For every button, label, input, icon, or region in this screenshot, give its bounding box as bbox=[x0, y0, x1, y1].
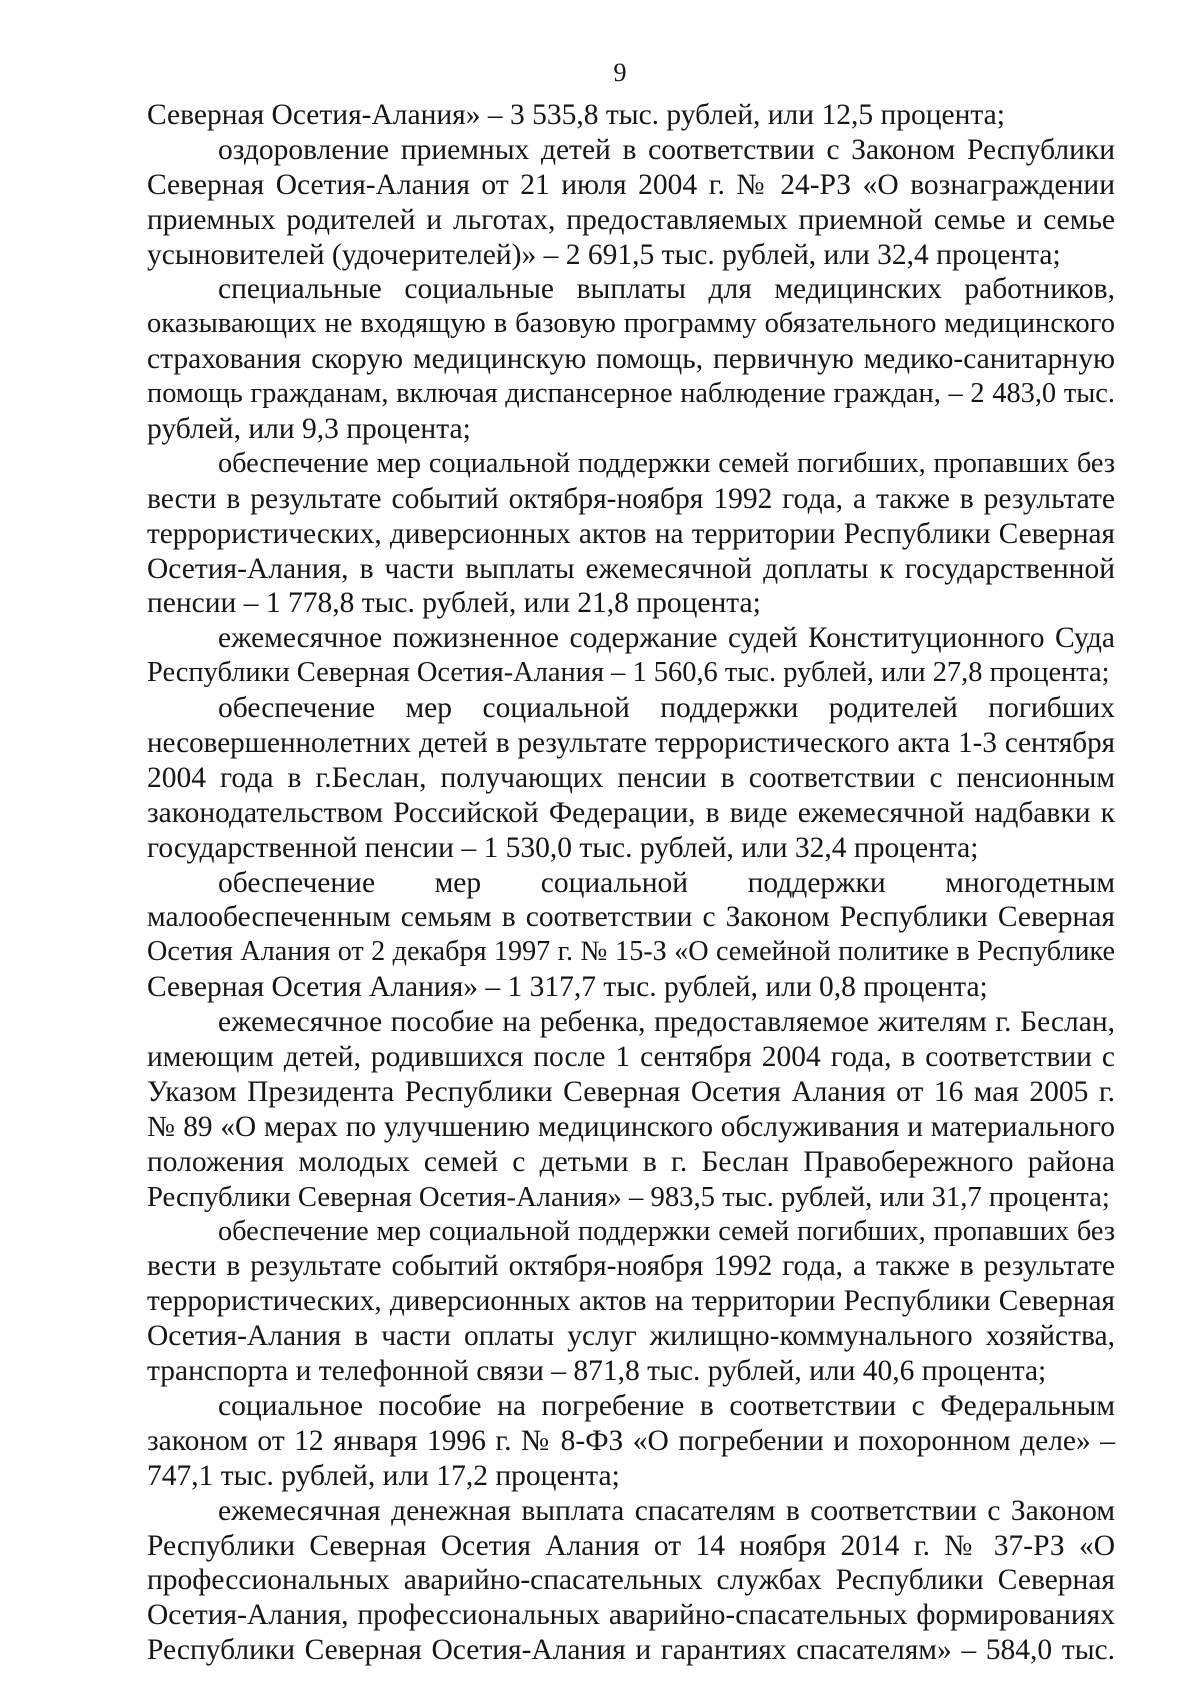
text-line: оказывающих не входящую в базовую программу обязательного медицинского bbox=[147, 308, 1115, 340]
text-line: Осетия-Алания, в части выплаты ежемесячной доплаты к государственной bbox=[147, 552, 1115, 585]
text-line: несовершеннолетних детей в результате террористического акта 1-3 сентября bbox=[147, 727, 1115, 760]
text-line: малообеспеченным семьям в соответствии с Законом Республики Северная bbox=[147, 901, 1115, 934]
text-line: Республики Северная Осетия-Алания и гарантиях спасателям» – 584,0 тыс. bbox=[147, 1634, 1115, 1667]
text-line: Осетия Алания от 2 декабря 1997 г. № 15-З «О семейной политике в Республике bbox=[147, 936, 1115, 968]
text-line: Северная Осетия-Алания» – 3 535,8 тыс. рублей, или 12,5 процента; bbox=[147, 99, 1005, 131]
text-line: обеспечение мер социальной поддержки родителей погибших bbox=[218, 692, 1115, 725]
text-line: обеспечение мер социальной поддержки семей погибших, пропавших без bbox=[218, 447, 1115, 479]
text-line: Республики Северная Осетия Алания от 14 ноября 2014 г. № 37-РЗ «О bbox=[147, 1529, 1115, 1562]
document-body bbox=[147, 98, 1115, 1668]
text-line: вести в результате событий октября-ноября 1992 года, а также в результате bbox=[147, 1250, 1115, 1283]
text-line: рублей, или 9,3 процента; bbox=[147, 413, 471, 446]
text-line: 747,1 тыс. рублей, или 17,2 процента; bbox=[147, 1459, 620, 1492]
text-line: Осетия-Алания, профессиональных аварийно-спасательных формированиях bbox=[147, 1599, 1115, 1632]
text-line: оздоровление приемных детей в соответствии с Законом Республики bbox=[218, 133, 1115, 166]
text-line: имеющим детей, родившихся после 1 сентября 2004 года, в соответствии с bbox=[147, 1041, 1115, 1074]
text-line: обеспечение мер социальной поддержки семей погибших, пропавших без bbox=[218, 1215, 1115, 1247]
text-line: страхования скорую медицинскую помощь, первичную медико-санитарную bbox=[147, 343, 1115, 376]
text-line: пенсии – 1 778,8 тыс. рублей, или 21,8 процента; bbox=[147, 587, 761, 620]
text-line: приемных родителей и льготах, предоставляемых приемной семье и семье bbox=[147, 203, 1115, 236]
text-line: Указом Президента Республики Северная Осетия Алания от 16 мая 2005 г. bbox=[147, 1075, 1115, 1108]
text-line: вести в результате событий октября-ноября 1992 года, а также в результате bbox=[147, 482, 1115, 515]
text-line: террористических, диверсионных актов на территории Республики Северная bbox=[147, 1285, 1115, 1318]
text-line: усыновителей (удочерителей)» – 2 691,5 тыс. рублей, или 32,4 процента; bbox=[147, 238, 1061, 271]
text-line: Осетия-Алания в части оплаты услуг жилищно-коммунального хозяйства, bbox=[147, 1320, 1115, 1353]
text-line: Северная Осетия Алания» – 1 317,7 тыс. рублей, или 0,8 процента; bbox=[147, 971, 988, 1004]
text-line: законодательством Российской Федерации, в виде ежемесячной надбавки к bbox=[147, 796, 1115, 829]
text-line: террористических, диверсионных актов на территории Республики Северная bbox=[147, 517, 1115, 550]
text-line: законом от 12 января 1996 г. № 8-ФЗ «О погребении и похоронном деле» – bbox=[147, 1424, 1115, 1457]
text-line: ежемесячное пожизненное содержание судей Конституционного Суда bbox=[218, 622, 1115, 655]
text-line: ежемесячное пособие на ребенка, предоставляемое жителям г. Беслан, bbox=[218, 1006, 1115, 1039]
text-line: положения молодых семей с детьми в г. Беслан Правобережного района bbox=[147, 1145, 1115, 1178]
text-line: Республики Северная Осетия-Алания» – 983,5 тыс. рублей, или 31,7 процента; bbox=[147, 1180, 1110, 1213]
text-line: Северная Осетия-Алания от 21 июля 2004 г. № 24-РЗ «О вознаграждении bbox=[147, 168, 1115, 201]
text-line: 2004 года в г.Беслан, получающих пенсии в соответствии с пенсионным bbox=[147, 761, 1115, 794]
text-line: профессиональных аварийно-спасательных службах Республики Северная bbox=[147, 1564, 1115, 1597]
text-line: специальные социальные выплаты для медицинских работников, bbox=[218, 273, 1115, 306]
text-line: социальное пособие на погребение в соответствии с Федеральным bbox=[218, 1389, 1115, 1422]
text-line: государственной пенсии – 1 530,0 тыс. рублей, или 32,4 процента; bbox=[147, 831, 979, 864]
text-line: № 89 «О мерах по улучшению медицинского обслуживания и материального bbox=[147, 1110, 1115, 1143]
text-line: транспорта и телефонной связи – 871,8 тыс. рублей, или 40,6 процента; bbox=[147, 1355, 1047, 1388]
text-line: помощь гражданам, включая диспансерное наблюдение граждан, – 2 483,0 тыс. bbox=[147, 378, 1115, 410]
text-line: Республики Северная Осетия-Алания – 1 560,6 тыс. рублей, или 27,8 процента; bbox=[147, 657, 1110, 689]
page-number: 9 bbox=[613, 58, 627, 87]
text-line: ежемесячная денежная выплата спасателям в соответствии с Законом bbox=[218, 1494, 1115, 1527]
text-line: обеспечение мер социальной поддержки многодетным bbox=[218, 866, 1115, 899]
